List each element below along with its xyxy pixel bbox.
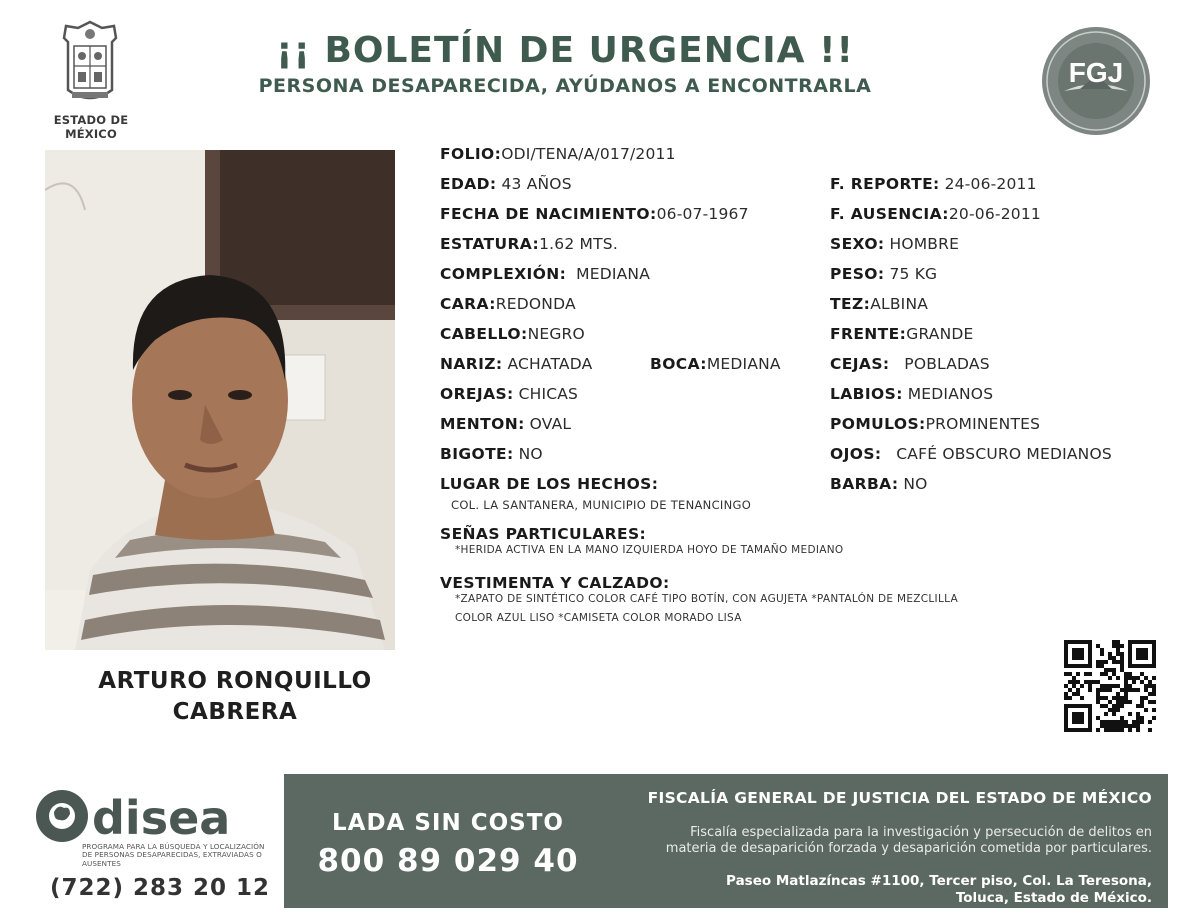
field-label: BOCA: bbox=[650, 355, 707, 373]
field-senas-value: *HERIDA ACTIVA EN LA MANO IZQUIERDA HOYO DE TAMAÑO MEDIANO bbox=[455, 544, 844, 556]
field-label: F. REPORTE: bbox=[830, 175, 940, 193]
fgj-seal-icon bbox=[1040, 25, 1152, 137]
field-cara bbox=[440, 295, 576, 313]
field-tez bbox=[830, 295, 928, 313]
description-line: Fiscalía especializada para la investigación y persecución de delitos en bbox=[690, 825, 1152, 840]
field-orejas bbox=[440, 385, 578, 403]
field-label: FRENTE: bbox=[830, 325, 907, 343]
field-label: POMULOS: bbox=[830, 415, 926, 433]
field-f-ausencia bbox=[830, 205, 1041, 223]
field-vestimenta-value-line1: *ZAPATO DE SINTÉTICO COLOR CAFÉ TIPO BOTÍN, CON AGUJETA *PANTALÓN DE MEZCLILLA bbox=[455, 593, 958, 605]
field-value: REDONDA bbox=[495, 295, 576, 313]
field-vestimenta-value-line2: COLOR AZUL LISO *CAMISETA COLOR MORADO LISA bbox=[455, 612, 742, 624]
field-cejas bbox=[830, 355, 990, 373]
field-value: 1.62 MTS. bbox=[539, 235, 618, 253]
field-edad bbox=[440, 175, 572, 193]
state-label: ESTADO DE MÉXICO bbox=[53, 113, 129, 141]
address-line: Toluca, Estado de México. bbox=[955, 890, 1152, 906]
field-label: CABELLO: bbox=[440, 325, 528, 343]
field-lugar-value: COL. LA SANTANERA, MUNICIPIO DE TENANCINGO bbox=[451, 498, 752, 512]
field-lugar bbox=[440, 475, 658, 493]
odisea-phone[interactable]: (722) 283 20 12 bbox=[49, 875, 271, 901]
field-label: NARIZ: bbox=[440, 355, 503, 373]
field-label: SEXO: bbox=[830, 235, 885, 253]
field-boca bbox=[650, 355, 781, 373]
field-menton bbox=[440, 415, 571, 433]
field-label: MENTON: bbox=[440, 415, 525, 433]
qr-code-icon[interactable] bbox=[1064, 640, 1156, 732]
field-value: POBLADAS bbox=[904, 355, 990, 373]
field-vestimenta bbox=[440, 574, 670, 592]
field-complexion bbox=[440, 265, 650, 283]
field-label: TEZ: bbox=[830, 295, 871, 313]
field-estatura bbox=[440, 235, 618, 253]
field-label: FOLIO: bbox=[440, 145, 502, 163]
field-fecha-nacimiento bbox=[440, 205, 749, 223]
field-value: 20-06-2011 bbox=[948, 205, 1041, 223]
lada-label: LADA SIN COSTO bbox=[332, 810, 564, 836]
fiscalia-address bbox=[600, 873, 1152, 907]
field-value: GRANDE bbox=[906, 325, 974, 343]
field-folio bbox=[440, 145, 676, 163]
field-label: FECHA DE NACIMIENTO: bbox=[440, 205, 657, 223]
field-value: MEDIANA bbox=[576, 265, 651, 283]
field-label: VESTIMENTA Y CALZADO: bbox=[440, 574, 670, 592]
field-label: CEJAS: bbox=[830, 355, 890, 373]
field-value: MEDIANOS bbox=[907, 385, 994, 403]
field-label: LABIOS: bbox=[830, 385, 903, 403]
person-photo bbox=[45, 150, 395, 650]
field-value: ALBINA bbox=[870, 295, 929, 313]
field-label: LUGAR DE LOS HECHOS: bbox=[440, 475, 659, 493]
bulletin-title: ¡¡ BOLETÍN DE URGENCIA !! bbox=[276, 30, 854, 71]
field-ojos bbox=[830, 445, 1112, 463]
field-label: F. AUSENCIA: bbox=[830, 205, 949, 223]
svg-text:FGJ: FGJ bbox=[1068, 57, 1124, 88]
field-label: BIGOTE: bbox=[440, 445, 514, 463]
fiscalia-name: FISCALÍA GENERAL DE JUSTICIA DEL ESTADO DE MÉXICO bbox=[647, 789, 1152, 807]
field-value: ODI/TENA/A/017/2011 bbox=[501, 145, 676, 163]
field-label: CARA: bbox=[440, 295, 496, 313]
state-coat-of-arms-icon bbox=[50, 20, 130, 108]
field-f-reporte bbox=[830, 175, 1037, 193]
field-value: CAFÉ OBSCURO MEDIANOS bbox=[896, 445, 1112, 463]
field-value: CHICAS bbox=[518, 385, 579, 403]
field-label: PESO: bbox=[830, 265, 885, 283]
description-line: materia de desaparición forzada y desaparición cometida por particulares. bbox=[665, 841, 1152, 856]
person-name-line2: CABRERA bbox=[172, 699, 298, 725]
field-cabello bbox=[440, 325, 585, 343]
field-value: 24-06-2011 bbox=[944, 175, 1037, 193]
field-value: OVAL bbox=[529, 415, 572, 433]
odisea-subtitle: PROGRAMA PARA LA BÚSQUEDA Y LOCALIZACIÓN DE PERSONAS DESAPARECIDAS, EXTRAVIADAS O AUSENTES bbox=[82, 842, 265, 868]
field-value: NEGRO bbox=[527, 325, 585, 343]
field-value: MEDIANA bbox=[706, 355, 781, 373]
svg-text:disea: disea bbox=[92, 791, 231, 844]
field-senas bbox=[440, 525, 646, 543]
field-value: 43 AÑOS bbox=[501, 175, 572, 193]
field-label: OJOS: bbox=[830, 445, 882, 463]
person-name bbox=[60, 666, 410, 728]
field-label: EDAD: bbox=[440, 175, 497, 193]
lada-number[interactable]: 800 89 029 40 bbox=[317, 843, 579, 879]
field-value: ACHATADA bbox=[507, 355, 593, 373]
field-label: COMPLEXIÓN: bbox=[440, 265, 567, 283]
field-label: SEÑAS PARTICULARES: bbox=[440, 525, 647, 543]
field-label: BARBA: bbox=[830, 475, 899, 493]
field-barba bbox=[830, 475, 928, 493]
person-name-line1: ARTURO RONQUILLO bbox=[98, 668, 372, 694]
field-value: 75 KG bbox=[889, 265, 938, 283]
field-bigote bbox=[440, 445, 543, 463]
field-value: 06-07-1967 bbox=[656, 205, 749, 223]
field-value: NO bbox=[518, 445, 543, 463]
field-nariz bbox=[440, 355, 592, 373]
address-line: Paseo Matlazíncas #1100, Tercer piso, Col. La Teresona, bbox=[726, 873, 1152, 889]
field-value: HOMBRE bbox=[889, 235, 960, 253]
field-pomulos bbox=[830, 415, 1040, 433]
field-labios bbox=[830, 385, 993, 403]
field-value: NO bbox=[903, 475, 928, 493]
field-frente bbox=[830, 325, 974, 343]
field-sexo bbox=[830, 235, 959, 253]
fiscalia-description bbox=[600, 825, 1152, 857]
field-value: PROMINENTES bbox=[925, 415, 1041, 433]
field-peso bbox=[830, 265, 937, 283]
bulletin-subtitle: PERSONA DESAPARECIDA, AYÚDANOS A ENCONTRARLA bbox=[258, 75, 872, 97]
field-label: ESTATURA: bbox=[440, 235, 540, 253]
field-label: OREJAS: bbox=[440, 385, 514, 403]
